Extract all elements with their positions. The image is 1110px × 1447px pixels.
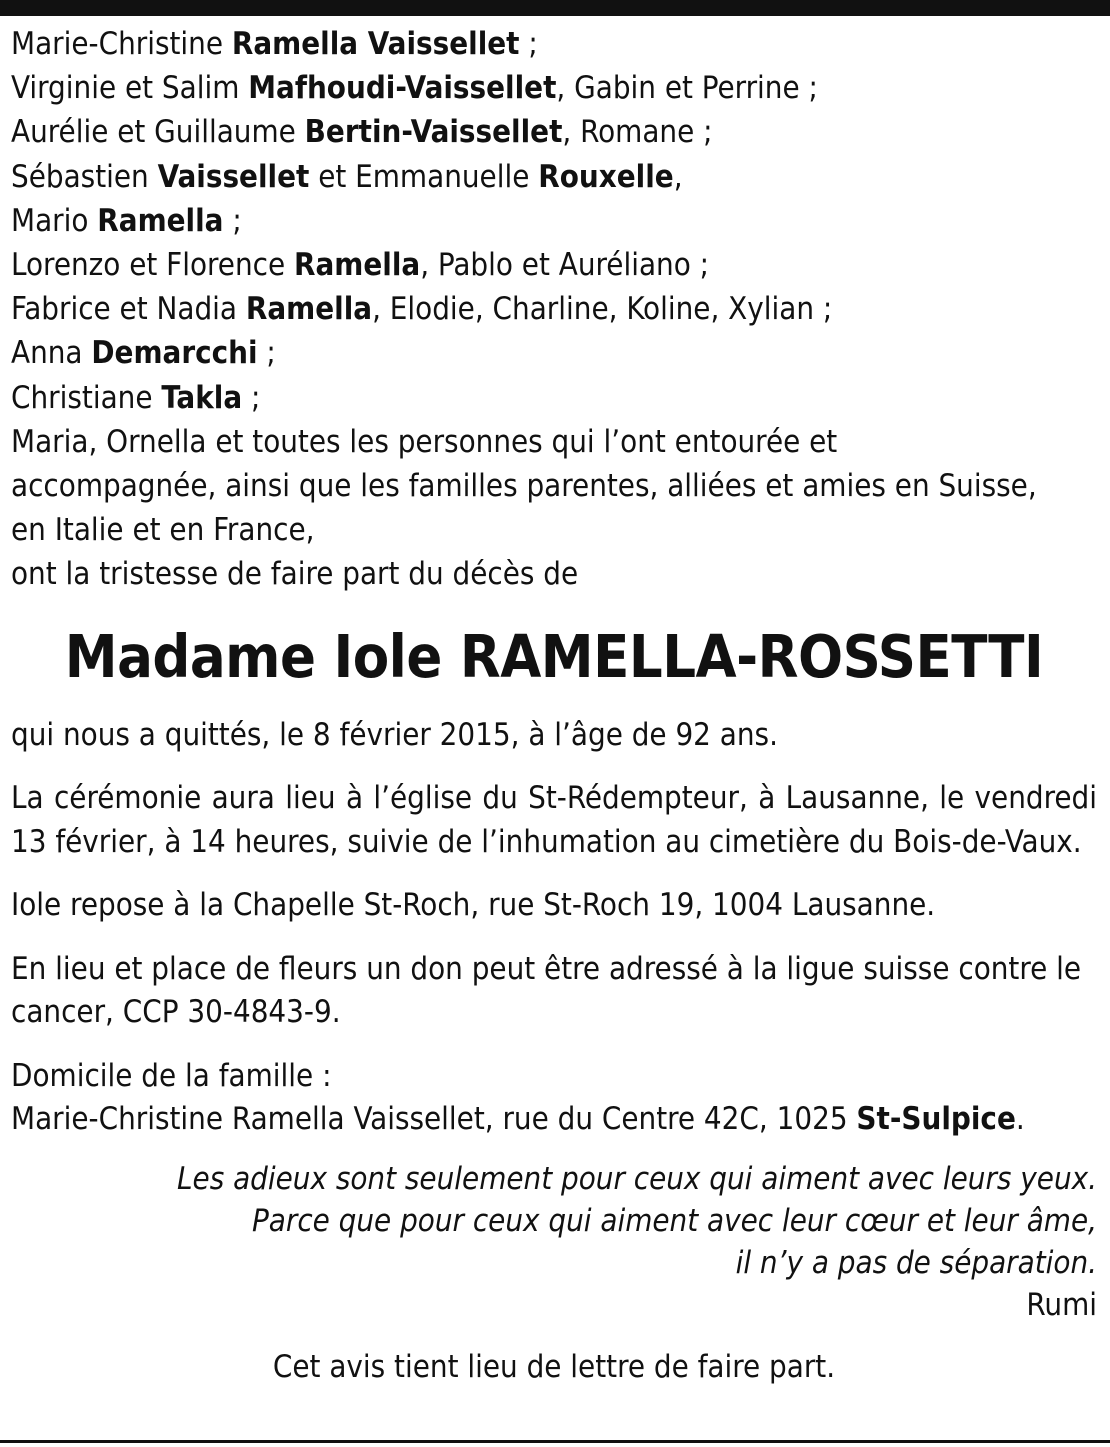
domicile-label: Domicile de la famille : [11, 1057, 332, 1094]
intro-line: Maria, Ornella et toutes les personnes qui l’ont entourée et [11, 423, 838, 460]
obituary-notice [11, 22, 1097, 1388]
top-rule [0, 0, 1110, 16]
mourner-line: Lorenzo et Florence Ramella, Pablo et Auréliano ; [11, 247, 710, 284]
closing-note: Cet avis tient lieu de lettre de faire part. [272, 1348, 836, 1385]
mourner-line: Mario Ramella ; [11, 202, 242, 239]
mourner-line: Aurélie et Guillaume Bertin-Vaissellet, Romane ; [11, 114, 713, 151]
repose-text: Iole repose à la Chapelle St-Roch, rue St-Roch 19, 1004 Lausanne. [11, 887, 936, 924]
mourner-line: Marie-Christine Ramella Vaissellet ; [11, 26, 538, 62]
intro-line: en Italie et en France, [11, 512, 315, 549]
bottom-rule [0, 1440, 1110, 1443]
passing-text: qui nous a quittés, le 8 février 2015, à l’âge de 92 ans. [11, 716, 778, 753]
family-domicile [11, 1055, 1097, 1142]
intro-line: accompagnée, ainsi que les familles parentes, alliées et amies en Suisse, [11, 468, 1037, 505]
quote [11, 1158, 1097, 1284]
quote-line: Les adieux sont seulement pour ceux qui aiment avec leurs yeux. [177, 1160, 1097, 1197]
intro-line: ont la tristesse de faire part du décès de [11, 556, 579, 593]
mourner-line: Fabrice et Nadia Ramella, Elodie, Charline, Koline, Xylian ; [11, 291, 833, 328]
quote-author: Rumi [1026, 1286, 1097, 1323]
mourner-line: Virginie et Salim Mafhoudi-Vaissellet, Gabin et Perrine ; [11, 70, 818, 107]
mourner-line: Christiane Takla ; [11, 379, 261, 416]
mourners-list [11, 22, 1097, 420]
ceremony-text: La cérémonie aura lieu à l’église du St-Rédempteur, à Lausanne, le vendredi 13 février, à 14 heures, suivie de l’inhumation au cimetière du Bois-de-Vaux. [11, 780, 1097, 860]
domicile-address: Marie-Christine Ramella Vaissellet, rue du Centre 42C, 1025 St-Sulpice. [11, 1101, 1025, 1138]
mourner-line: Sébastien Vaissellet et Emmanuelle Rouxelle, [11, 158, 683, 195]
quote-line: il n’y a pas de séparation. [735, 1244, 1097, 1281]
quote-line: Parce que pour ceux qui aiment avec leur cœur et leur âme, [251, 1202, 1097, 1239]
donation-text: En lieu et place de fleurs un don peut être adressé à la ligue suisse contre le cancer, CCP 30-4843-9. [11, 950, 1082, 1031]
mourner-line: Anna Demarcchi ; [11, 335, 276, 372]
deceased-name: Madame Iole RAMELLA-ROSSETTI [64, 621, 1044, 691]
intro-text [11, 420, 1097, 597]
